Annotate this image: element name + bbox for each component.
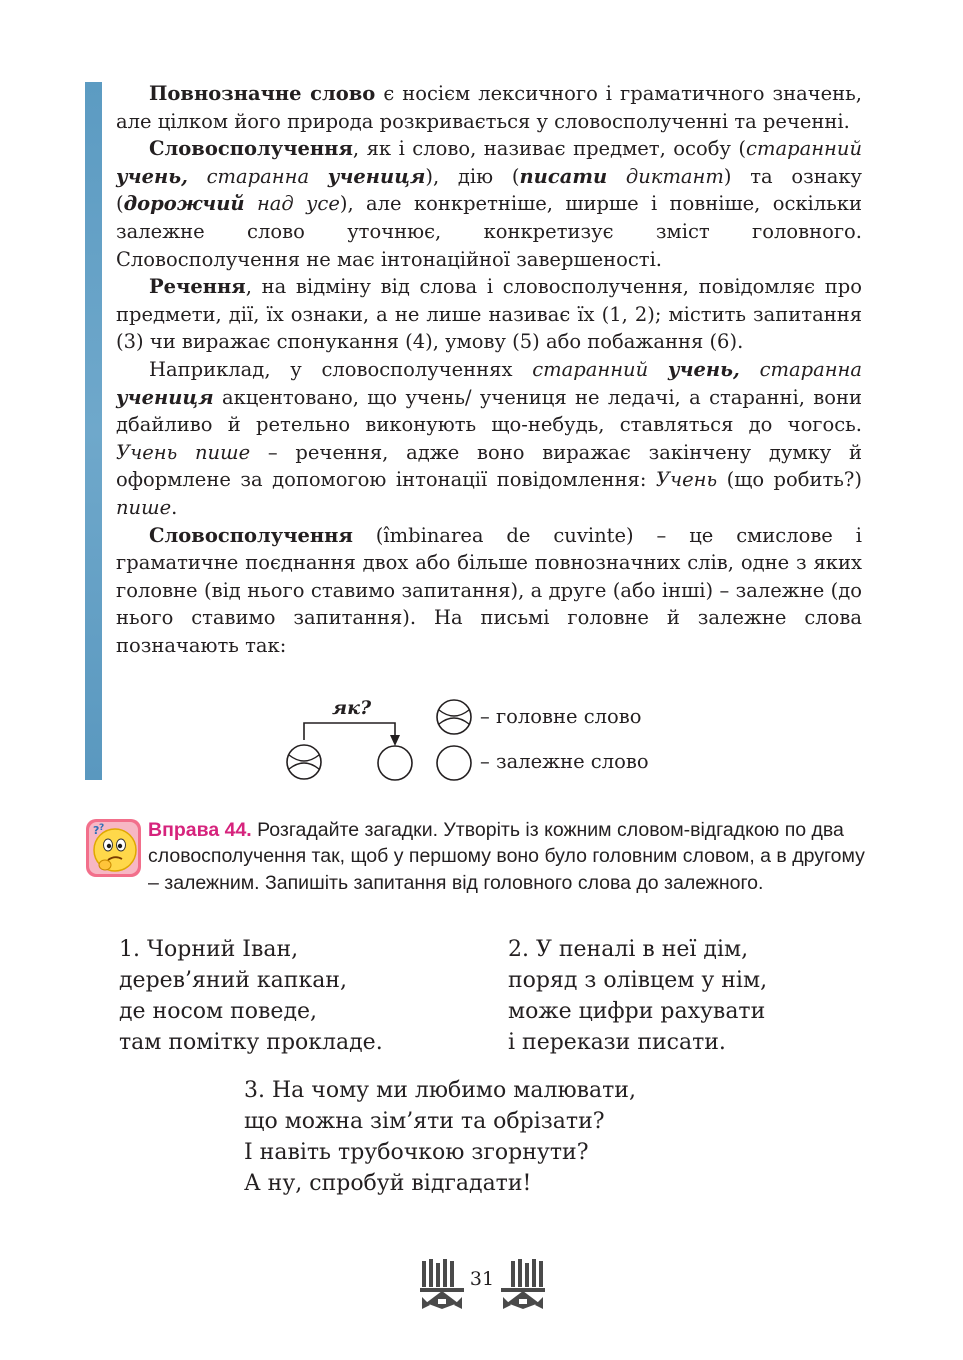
example-bold-italic: учень, [116,164,188,188]
legend-main-word: – головне слово [480,705,642,728]
riddle-3 [244,1075,636,1199]
paragraph-text: ), дію ( [425,164,520,188]
page-footer [0,1255,963,1315]
example-italic: над усе [256,192,340,216]
exercise-text: Розгадайте загадки. Утворіть із кожним словом-відгадкою по два словосполучення так, щоб у першому воно було головним словом, а в другому – залежним. Запишіть запитання від головного слова до залежного. [148,819,865,894]
paragraph-example [116,356,862,522]
example-bold-italic: учениця [327,164,426,188]
exercise-44 [148,817,866,896]
example-bold-italic: учениця [116,385,214,409]
example-italic: диктант [625,164,724,188]
term-sentence: Речення [149,275,246,299]
example-italic: Учень [655,468,718,492]
paragraph-text: (що робить?) [717,468,862,492]
riddle-1 [119,934,383,1058]
paragraph-text: Наприклад, у словосполученнях [149,357,533,381]
theory-side-bar [85,82,102,780]
page-number: 31 [469,1268,495,1290]
example-italic: старанний [746,137,862,161]
legend-dependent-circle-icon [437,746,471,780]
riddle-line: 3. На чому ми любимо малювати, [244,1078,636,1103]
riddle-line: 2. У пеналі в неї дім, [508,937,749,962]
term-word-combination-definition: Словосполучення [149,523,353,547]
word-combination-diagram [280,695,680,790]
embroidery-ornament-icon [418,1257,466,1311]
paragraph-text: ) та ознаку ( [116,164,863,216]
paragraph-text: , на відміну від слова і словосполучення, повідомляє про предмети, дії, їх ознаки, а не лише називає їх (1, 2); містить запитання (3) чи виражає спонукання (4), умову (5) або побажання (6). [116,275,862,354]
paragraph-sentence [116,273,862,356]
example-italic: пише [116,495,172,519]
riddle-line: де носом поведе, [119,999,318,1024]
riddle-line: дерев’яний капкан, [119,968,347,993]
theory-block [116,80,862,659]
example-bold-italic: дорожчий [123,192,245,216]
example-bold-italic: писати [519,164,608,188]
riddle-line: і перекази писати. [508,1030,726,1055]
paragraph-definition [116,522,862,660]
example-italic: старанна [759,357,863,381]
riddle-2 [508,934,767,1058]
paragraph-text: ), але конкретніше, ширше і повніше, оскільки залежне слово уточнює, конкретизує зміст головного. Словосполучення не має інтонаційної завершеності. [116,192,862,271]
thinking-emoji-icon [85,818,142,878]
paragraph-text: , як і слово, називає предмет, особу ( [352,137,747,161]
riddle-line: поряд з олівцем у нім, [508,968,768,993]
example-italic: старанний [532,357,649,381]
arrow-head-icon [390,735,400,746]
example-italic: старанна [206,164,310,188]
question-connector [304,723,395,740]
paragraph-word-combination [116,135,862,273]
main-word-circle-icon [287,745,321,779]
paragraph-text: – речення, адже воно виражає закінчену думку й оформлене за допомогою інтонації повідомлення: [116,440,862,492]
embroidery-ornament-icon [499,1257,547,1311]
legend-main-circle-icon [437,700,471,734]
riddle-line: може цифри рахувати [508,999,766,1024]
riddle-line: що можна зім’яти та обрізати? [244,1109,605,1134]
paragraph-text: акцентовано, що учень/ учениця не ледачі, а старанні, вони дбайливо й ретельно виконують що-небудь, ставляться до чогось. [116,385,862,437]
legend-dependent-word: – залежне слово [480,750,649,773]
riddle-line: І навіть трубочкою згорнути? [244,1140,589,1165]
paragraph-text: є носієм лексичного і граматичного значень, але цілком його природа розкривається у словосполученні та реченні. [116,82,862,133]
riddle-line: 1. Чорний Іван, [119,937,299,962]
term-word-combination: Словосполучення [149,137,353,161]
paragraph-text: . [171,495,178,519]
term-full-word: Повнозначне слово [149,82,376,105]
example-bold-italic: учень, [667,357,740,381]
exercise-title: Вправа 44. [148,819,252,841]
dependent-word-circle-icon [378,746,412,780]
example-italic: Учень пише [116,440,251,464]
paragraph-text: (îmbinarea de cuvinte) – це смислове і граматичне поєднання двох або більше повнозначних слів, одне з яких головне (від нього ставимо запитання), а друге (або інші) – залежне (до нього ставимо запитання). На письмі головне й залежне слова позначають так: [116,523,862,657]
riddle-line: А ну, спробуй відгадати! [244,1171,532,1196]
svg-text:?: ? [93,824,100,837]
diagram-question: як? [332,697,372,719]
paragraph-full-word [116,80,862,135]
svg-text:?: ? [99,823,105,833]
riddle-line: там помітку прокладе. [119,1030,383,1055]
